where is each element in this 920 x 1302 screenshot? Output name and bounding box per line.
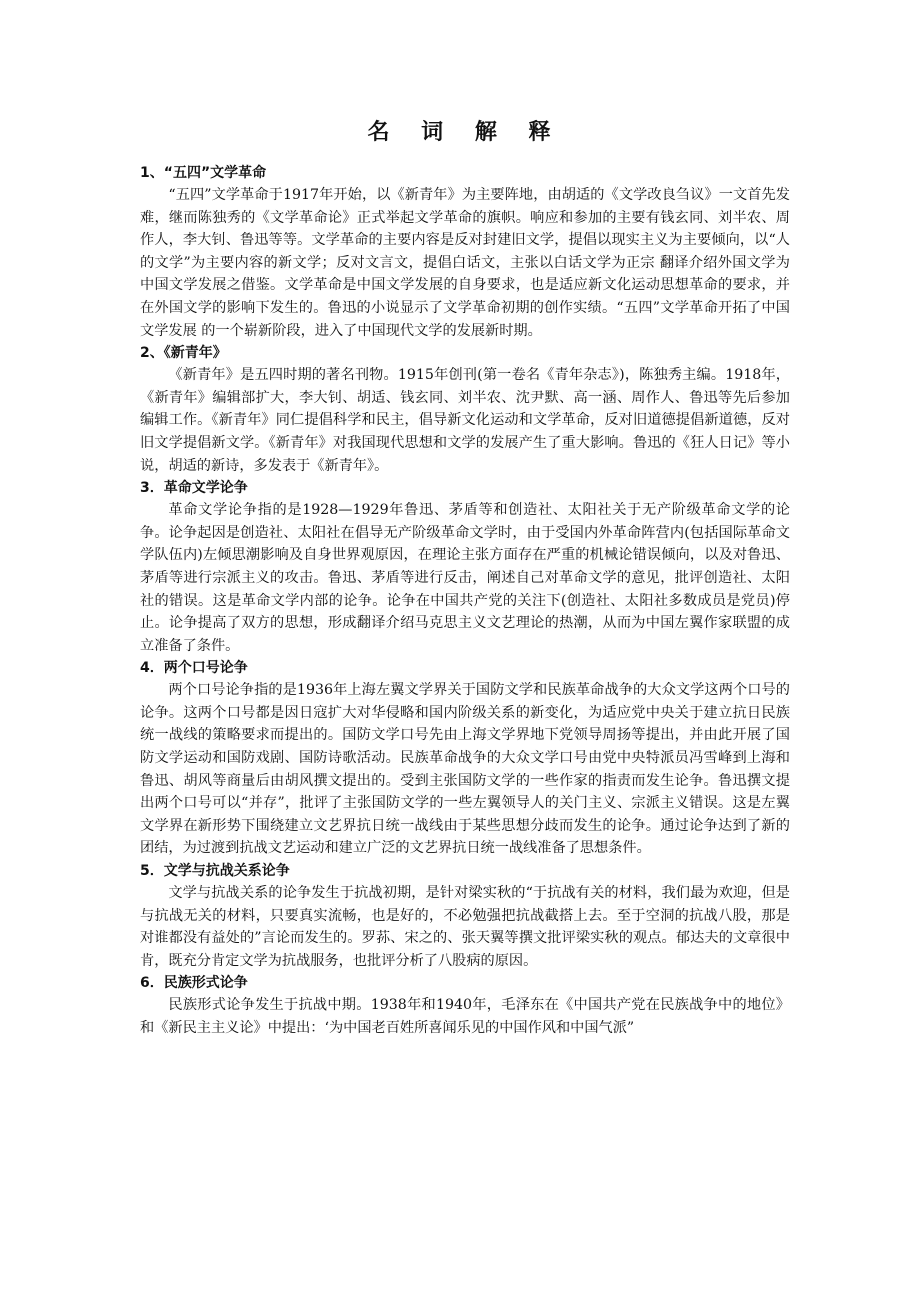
section-body: 革命文学论争指的是1928—1929年鲁迅、茅盾等和创造社、太阳社关于无产阶级革命文学的论争。论争起因是创造社、太阳社在倡导无产阶级革命文学时，由于受国内外革命阵营内(包括国际革命文学队伍内)左倾思潮影响及自身世界观原因，在理论主张方面存在严重的机械论错误倾向，以及对鲁迅、茅盾等进行宗派主义的攻击。鲁迅、茅盾等进行反击，阐述自己对革命文学的意见，批评创造社、太阳社的错误。这是革命文学内部的论争。论争在中国共产党的关注下(创造社、太阳社多数成员是党员)停止。论争提高了双方的思想，形成翻译介绍马克思主义文艺理论的热潮，从而为中国左翼作家联盟的成立准备了条件。 [140, 502, 790, 654]
section-body: “五四”文学革命于1917年开始，以《新青年》为主要阵地，由胡适的《文学改良刍议》一文首先发难，继而陈独秀的《文学革命论》正式举起文学革命的旗帜。响应和参加的主要有钱玄同、刘半农、周作人，李大钊、鲁迅等等。文学革命的主要内容是反对封建旧文学，提倡以现实主义为主要倾向，以“人的文学”为主要内容的新文学；反对文言文，提倡白话文，主张以白话文学为正宗 翻译介绍外国文学为中国文学发展之借鉴。文学革命是中国文学发展的自身要求，也是适应新文化运动思想革命的要求，并在外国文学的影响下发生的。鲁迅的小说显示了文学革命初期的创作实绩。“五四”文学革命开拓了中国文学发展 的一个崭新阶段，进入了中国现代文学的发展新时期。 [140, 187, 790, 339]
section-5 [140, 860, 790, 972]
section-heading: 2、《新青年》 [140, 345, 227, 362]
document-page [140, 118, 790, 1040]
section-heading: 4．两个口号论争 [140, 660, 248, 677]
document-title: 名 词 解 释 [367, 120, 563, 145]
section-body: 《新青年》是五四时期的著名刊物。1915年创刊(第一卷名《青年杂志》)，陈独秀主编。1918年， 《新青年》编辑部扩大，李大钊、胡适、钱玄同、刘半农、沈尹默、高一涵、周作人、鲁迅等先后参加编辑工作。《新青年》同仁提倡科学和民主，倡导新文化运动和文学革命，反对旧道德提倡新道德，反对旧文学提倡新文学。《新青年》对我国现代思想和文学的发展产生了重大影响。鲁迅的《狂人日记》等小说，胡适的新诗，多发表于《新青年》。 [140, 367, 790, 474]
section-heading: 6．民族形式论争 [140, 975, 248, 992]
section-2 [140, 342, 790, 477]
section-body: 文学与抗战关系的论争发生于抗战初期，是针对梁实秋的“于抗战有关的材料，我们最为欢迎，但是与抗战无关的材料，只要真实流畅，也是好的，不必勉强把抗战截搭上去。至于空洞的抗战八股，那是对谁都没有益处的”言论而发生的。罗荪、宋之的、张天翼等撰文批评梁实秋的观点。郁达夫的文章很中肯，既充分肯定文学为抗战服务，也批评分析了八股病的原因。 [140, 885, 790, 969]
section-body: 民族形式论争发生于抗战中期。1938年和1940年，毛泽东在《中国共产党在民族战争中的地位》和《新民主主义论》中提出：‘为中国老百姓所喜闻乐见的中国作风和中国气派” [140, 997, 790, 1036]
section-6 [140, 972, 790, 1039]
section-3 [140, 477, 790, 657]
section-1 [140, 162, 790, 342]
section-body: 两个口号论争指的是1936年上海左翼文学界关于国防文学和民族革命战争的大众文学这两个口号的论争。这两个口号都是因日寇扩大对华侵略和国内阶级关系的新变化，为适应党中央关于建立抗日民族统一战线的策略要求而提出的。国防文学口号先由上海文学界地下党领导周扬等提出，并由此开展了国防文学运动和国防戏剧、国防诗歌活动。民族革命战争的大众文学口号由党中央特派员冯雪峰到上海和鲁迅、胡风等商量后由胡风撰文提出的。受到主张国防文学的一些作家的指责而发生论争。鲁迅撰文提出两个口号可以“并存”，批评了主张国防文学的一些左翼领导人的关门主义、宗派主义错误。这是左翼文学界在新形势下围绕建立文艺界抗日统一战线由于某些思想分歧而发生的论争。通过论争达到了新的团结，为过渡到抗战文艺运动和建立广泛的文艺界抗日统一战线准备了思想条件。 [140, 682, 790, 857]
section-heading: 3．革命文学论争 [140, 480, 248, 497]
section-4 [140, 657, 790, 860]
section-heading: 5．文学与抗战关系论争 [140, 863, 290, 880]
section-heading: 1、“五四”文学革命 [140, 165, 267, 181]
